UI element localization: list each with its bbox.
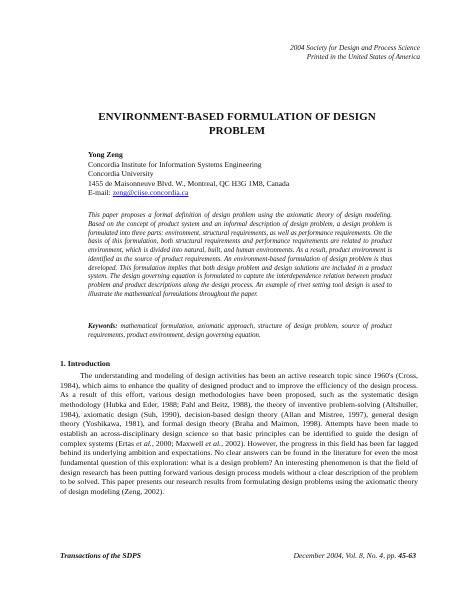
introduction-paragraph xyxy=(60,371,418,497)
paragraph-part-3: , 2002). However, the progress in this field has been far lagged behind its underlying ambition and expectations. No clear answers can be found in the literature for even the most fundamental question of this exploration: what is a design problem? An interesting phenomenon is that the field of design research has been putting forward various design process models without a clear description of the problem to be solved. This paper presents our research results from formulating design problems using the axiomatic theory of design modeling (Zeng, 2002). xyxy=(60,438,418,496)
paper-title-line1: ENVIRONMENT-BASED FORMULATION OF DESIGN xyxy=(98,111,376,123)
author-block xyxy=(88,150,289,198)
page-footer xyxy=(60,551,416,560)
author-institute: Concordia Institute for Information Systems Engineering xyxy=(88,159,262,169)
keywords-label: Keywords: xyxy=(88,323,118,330)
introduction-body xyxy=(60,371,418,497)
paper-title xyxy=(60,110,414,138)
journal-name: Transactions of the SDPS xyxy=(60,551,141,560)
issue-text: December 2004, Vol. 8, No. 4, pp. xyxy=(293,551,399,560)
et-al-1: et al. xyxy=(136,438,152,448)
keywords-text: mathematical formulation, axiomatic approach, structure of design problem, source of product requirements, product environment, design governing equation. xyxy=(88,323,392,339)
et-al-2: et al. xyxy=(205,438,222,448)
publisher-note xyxy=(290,44,420,62)
email-label: E-mail: xyxy=(88,188,113,198)
author-address: 1455 de Maisonneuve Blvd. W., Montreal, QC H3G 1M8, Canada xyxy=(88,178,290,188)
author-email-line xyxy=(88,188,289,198)
keywords xyxy=(88,323,392,341)
paragraph-part-1: The understanding and modeling of design activities has been an active research topic since 1960's (Cross, 1984), which aims to enhance the quality of designed product and to improve the efficiency of the design process. As a result of this effort, various design methodologies have been proposed, such as the systematic design methodology (Hubka and Eder, 1988; Pahl and Beitz, 1988), the theory of inventive problem-solving (Altshuller, 1984), axiomatic design (Suh, 1990), decision-based design theory (Allan and Mistree, 1997), general design theory (Yoshikawa, 1981), and formal design theory (Braha and Maimon, 1998). Attempts have been made to establish an across-disciplinary design science so that basic principles can be identified to guide the design of complex systems (Ertas xyxy=(60,371,418,448)
abstract: This paper proposes a formal definition of design problem using the axiomatic theory of design modeling. Based on the concept of product system and an informal description of design problem, a design problem is formulated into three parts: environment, structural requirements, as well as performance requirements. On the basis of this formulation, both structural requirements and performance requirements are related to product environment, which is divided into natural, built, and human environments. As a result, product environment is identified as the source of product requirements. An environment-based formulation of design problem is thus developed. This formulation implies that both design problem and design solutions are included in a product system. The design governing equation is formulated to capture the interdependence relation between product problem and product descriptions along the design process. An example of rivet setting tool design is used to illustrate the mathematical formulations throughout the paper. xyxy=(88,212,392,298)
author-university: Concordia University xyxy=(88,169,154,179)
section-heading: 1. Introduction xyxy=(60,359,111,368)
paragraph-part-2: , 2000; Maxwell xyxy=(151,438,206,448)
page-range: 45-63 xyxy=(398,551,416,560)
issue-info xyxy=(293,551,416,560)
publisher-note-line2: Printed in the United States of America xyxy=(306,53,420,61)
paper-title-line2: PROBLEM xyxy=(208,125,266,137)
email-link[interactable]: zeng@ciise.concordia.ca xyxy=(112,188,189,198)
author-name: Yong Zeng xyxy=(88,150,123,159)
publisher-note-line1: 2004 Society for Design and Process Science xyxy=(290,44,420,52)
